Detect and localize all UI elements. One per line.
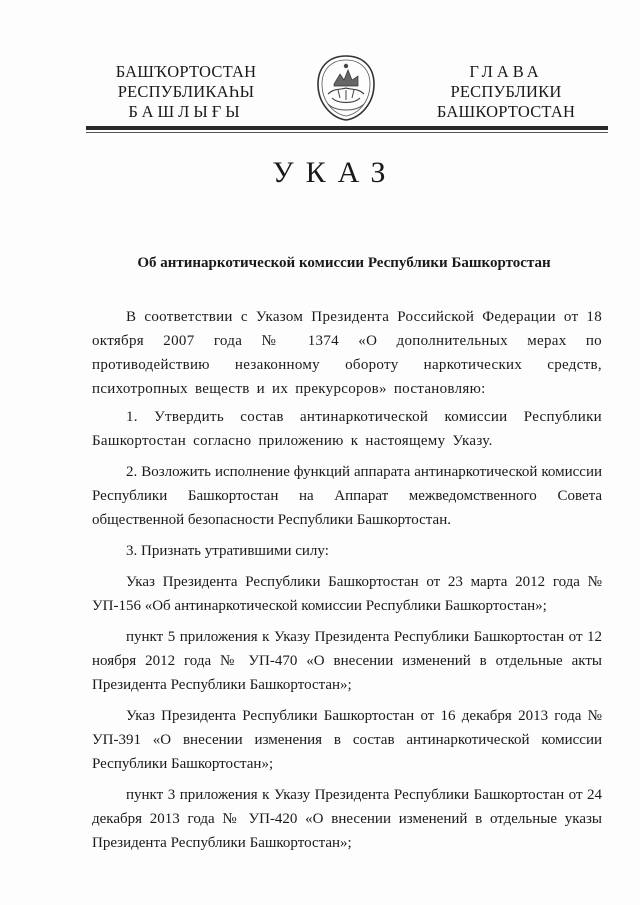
paragraph-item-2: 2. Возложить исполнение функций аппарата антинаркотической комиссии Республики Башкортостан на Аппарат межведомственного Совета общественной безопасности Республики Башкортостан. [92, 464, 602, 528]
header-right-line-3: БАШКОРТОСТАН [436, 102, 576, 121]
paragraph-repeal-1: Указ Президента Республики Башкортостан от 23 марта 2012 года № УП-156 «Об антинаркотической комиссии Республики Башкортостан»; [92, 574, 602, 614]
paragraph-item-3: 3. Признать утратившими силу: [126, 543, 329, 559]
paragraph-item-1: 1. Утвердить состав антинаркотической комиссии Республики Башкортостан согласно приложению к настоящему Указу. [92, 409, 602, 449]
letterhead [86, 62, 606, 128]
header-divider-thick [86, 126, 608, 130]
header-russian-title [406, 62, 606, 122]
document-subject: Об антинаркотической комиссии Республики Башкортостан [137, 255, 551, 271]
header-right-line-2: РЕСПУБЛИКИ [450, 82, 562, 101]
header-left-line-1: БАШҠОРТОСТАН [115, 62, 257, 81]
document-body [92, 305, 602, 862]
header-bashkir-title [86, 62, 286, 122]
paragraph-preamble: В соответствии с Указом Президента Российской Федерации от 18 октября 2007 года № 1374 «О дополнительных мерах по противодействию незаконному обороту наркотических средств, психотропных веществ и их прекурсоров» постановляю: [92, 309, 602, 397]
coat-of-arms-icon [314, 54, 378, 122]
paragraph-repeal-3: Указ Президента Республики Башкортостан от 16 декабря 2013 года № УП-391 «О внесении изменения в состав антинаркотической комиссии Республики Башкортостан»; [92, 708, 602, 772]
header-divider-thin [86, 132, 608, 133]
paragraph-repeal-2: пункт 5 приложения к Указу Президента Республики Башкортостан от 12 ноября 2012 года № УП-470 «О внесении изменений в отдельные акты Президента Республики Башкортостан»; [92, 629, 602, 693]
paragraph-repeal-4: пункт 3 приложения к Указу Президента Республики Башкортостан от 24 декабря 2013 года № УП-420 «О внесении изменений в отдельные указы Президента Республики Башкортостан»; [92, 787, 602, 851]
header-right-line-1: ГЛАВА [469, 62, 543, 81]
header-left-line-2: РЕСПУБЛИКАҺЫ [117, 82, 255, 101]
header-left-line-3: БАШЛЫҒЫ [128, 102, 244, 121]
document-title: УКАЗ [272, 156, 398, 189]
